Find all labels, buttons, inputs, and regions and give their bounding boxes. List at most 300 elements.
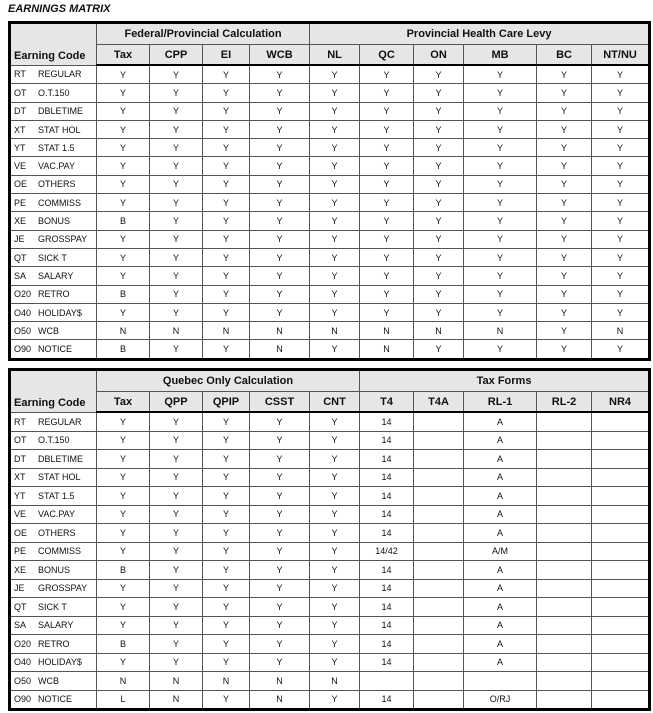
value-cell: Y (592, 230, 650, 248)
value-cell: Y (97, 230, 150, 248)
value-cell: N (203, 322, 250, 340)
value-cell: Y (360, 230, 414, 248)
earning-code: OE (14, 527, 28, 538)
earning-code-cell (10, 468, 97, 487)
value-cell: Y (360, 285, 414, 303)
value-cell: Y (150, 412, 203, 431)
earning-code-cell (10, 579, 97, 598)
value-cell: Y (360, 102, 414, 120)
value-cell (592, 653, 650, 672)
value-cell (537, 542, 592, 561)
value-cell: Y (360, 84, 414, 102)
earning-code-cell (10, 248, 97, 266)
value-cell: A (464, 431, 537, 450)
value-cell: Y (203, 468, 250, 487)
table-row (10, 322, 650, 340)
value-cell: Y (97, 65, 150, 84)
value-cell: Y (250, 139, 310, 157)
federal-provincial-table (8, 21, 651, 361)
value-cell: Y (414, 230, 464, 248)
value-cell (414, 579, 464, 598)
earning-code: XT (14, 472, 26, 483)
value-cell: Y (360, 248, 414, 266)
earning-name: WCB (38, 325, 59, 336)
table-row (10, 450, 650, 469)
table-row (10, 468, 650, 487)
earning-name: HOLIDAY$ (38, 307, 82, 318)
value-cell: Y (310, 340, 360, 359)
value-cell: Y (203, 212, 250, 230)
value-cell: Y (203, 65, 250, 84)
value-cell (592, 431, 650, 450)
earning-code-cell (10, 65, 97, 84)
value-cell: Y (464, 285, 537, 303)
value-cell: B (97, 340, 150, 359)
earning-code-header: Earning Code (10, 370, 97, 413)
earning-code: O40 (14, 657, 32, 668)
column-header: RL-1 (464, 392, 537, 413)
value-cell: Y (414, 212, 464, 230)
value-cell: Y (97, 248, 150, 266)
value-cell: Y (203, 635, 250, 654)
value-cell (360, 672, 414, 691)
value-cell: Y (592, 212, 650, 230)
value-cell: Y (310, 653, 360, 672)
earning-code: O90 (14, 694, 32, 705)
value-cell: Y (414, 194, 464, 212)
value-cell: Y (310, 102, 360, 120)
column-header: NR4 (592, 392, 650, 413)
value-cell (414, 598, 464, 617)
value-cell: Y (203, 230, 250, 248)
value-cell: Y (414, 65, 464, 84)
earning-code: RT (14, 416, 26, 427)
column-header: QC (360, 45, 414, 66)
earning-name: SALARY (38, 620, 74, 631)
value-cell: Y (414, 248, 464, 266)
value-cell: Y (592, 285, 650, 303)
value-cell: Y (97, 175, 150, 193)
column-header: QPP (150, 392, 203, 413)
value-cell: Y (203, 340, 250, 359)
earning-name: BONUS (38, 216, 71, 227)
value-cell (592, 598, 650, 617)
earning-code-cell (10, 303, 97, 321)
value-cell: Y (414, 102, 464, 120)
value-cell: Y (360, 139, 414, 157)
value-cell: Y (464, 175, 537, 193)
value-cell: Y (150, 65, 203, 84)
value-cell: Y (250, 579, 310, 598)
value-cell: Y (250, 542, 310, 561)
value-cell: Y (592, 102, 650, 120)
value-cell: Y (150, 450, 203, 469)
value-cell: Y (203, 431, 250, 450)
value-cell: A (464, 635, 537, 654)
value-cell: Y (203, 120, 250, 138)
value-cell: Y (150, 285, 203, 303)
value-cell: Y (310, 212, 360, 230)
table-row (10, 431, 650, 450)
value-cell: Y (592, 157, 650, 175)
value-cell: 14 (360, 524, 414, 543)
value-cell: Y (250, 412, 310, 431)
table-row (10, 139, 650, 157)
value-cell (414, 635, 464, 654)
value-cell: Y (310, 175, 360, 193)
earning-name: NOTICE (38, 344, 73, 355)
value-cell: Y (310, 690, 360, 710)
value-cell: Y (537, 102, 592, 120)
value-cell: Y (203, 487, 250, 506)
value-cell (537, 690, 592, 710)
value-cell: Y (464, 194, 537, 212)
value-cell: Y (203, 175, 250, 193)
table-row (10, 285, 650, 303)
value-cell: N (360, 340, 414, 359)
value-cell: Y (592, 340, 650, 359)
value-cell: Y (97, 267, 150, 285)
value-cell: Y (250, 84, 310, 102)
value-cell: Y (414, 157, 464, 175)
value-cell: Y (414, 340, 464, 359)
value-cell (592, 635, 650, 654)
value-cell: Y (250, 468, 310, 487)
value-cell: Y (97, 431, 150, 450)
value-cell: 14 (360, 450, 414, 469)
value-cell (537, 431, 592, 450)
value-cell: Y (310, 267, 360, 285)
value-cell: Y (150, 598, 203, 617)
value-cell: 14 (360, 579, 414, 598)
earning-code-cell (10, 542, 97, 561)
value-cell: Y (414, 84, 464, 102)
value-cell: Y (250, 194, 310, 212)
value-cell (414, 561, 464, 580)
value-cell: Y (360, 157, 414, 175)
value-cell: Y (310, 487, 360, 506)
value-cell: Y (150, 120, 203, 138)
earning-code-cell (10, 505, 97, 524)
value-cell: N (360, 322, 414, 340)
earning-name: SICK T (38, 252, 67, 263)
column-header: Tax (97, 45, 150, 66)
earning-code: YT (14, 142, 26, 153)
value-cell: Y (414, 285, 464, 303)
value-cell: Y (97, 505, 150, 524)
value-cell: Y (464, 157, 537, 175)
value-cell (537, 450, 592, 469)
value-cell: Y (310, 230, 360, 248)
value-cell: Y (150, 84, 203, 102)
value-cell: Y (250, 230, 310, 248)
earning-code: O40 (14, 307, 32, 318)
earning-name: DBLETIME (38, 453, 84, 464)
value-cell: Y (464, 139, 537, 157)
earning-code: XE (14, 216, 27, 227)
value-cell: Y (250, 285, 310, 303)
value-cell: N (97, 672, 150, 691)
value-cell: 14 (360, 487, 414, 506)
value-cell (414, 487, 464, 506)
earning-code-header: Earning Code (10, 23, 97, 66)
value-cell (537, 598, 592, 617)
earning-code: O50 (14, 675, 32, 686)
value-cell: Y (592, 120, 650, 138)
earning-code-cell (10, 84, 97, 102)
value-cell: N (150, 690, 203, 710)
value-cell (414, 505, 464, 524)
earning-code: OT (14, 87, 27, 98)
earning-code: QT (14, 252, 27, 263)
value-cell: Y (310, 139, 360, 157)
value-cell: A (464, 561, 537, 580)
value-cell: Y (310, 561, 360, 580)
value-cell: Y (97, 579, 150, 598)
table-row (10, 487, 650, 506)
value-cell (537, 561, 592, 580)
earning-name: BONUS (38, 564, 71, 575)
value-cell (537, 524, 592, 543)
value-cell: N (250, 322, 310, 340)
table-row (10, 248, 650, 266)
value-cell: Y (310, 248, 360, 266)
value-cell (592, 412, 650, 431)
value-cell: A (464, 579, 537, 598)
value-cell: Y (537, 139, 592, 157)
value-cell: Y (250, 635, 310, 654)
value-cell: Y (250, 212, 310, 230)
value-cell: Y (203, 598, 250, 617)
value-cell: Y (310, 450, 360, 469)
value-cell: 14 (360, 598, 414, 617)
value-cell: Y (310, 285, 360, 303)
earning-code-cell (10, 157, 97, 175)
earning-name: GROSSPAY (38, 234, 88, 245)
table-row (10, 561, 650, 580)
value-cell (592, 450, 650, 469)
earning-code: VE (14, 509, 27, 520)
table-row (10, 598, 650, 617)
value-cell: Y (360, 212, 414, 230)
value-cell: Y (250, 431, 310, 450)
table-row (10, 157, 650, 175)
value-cell: N (203, 672, 250, 691)
value-cell: 14 (360, 635, 414, 654)
value-cell: Y (310, 635, 360, 654)
earning-name: O.T.150 (38, 435, 70, 446)
earning-name: VAC.PAY (38, 161, 76, 172)
value-cell (414, 450, 464, 469)
value-cell: A (464, 524, 537, 543)
value-cell: Y (310, 194, 360, 212)
value-cell: Y (414, 175, 464, 193)
group-header-quebec: Quebec Only Calculation (97, 370, 360, 392)
earning-code-cell (10, 340, 97, 359)
earning-code: O90 (14, 344, 32, 355)
earning-name: REGULAR (38, 69, 82, 80)
earning-name: SICK T (38, 601, 67, 612)
table-row (10, 175, 650, 193)
value-cell: Y (592, 248, 650, 266)
value-cell: 14 (360, 412, 414, 431)
value-cell (592, 505, 650, 524)
value-cell: Y (414, 303, 464, 321)
value-cell: Y (537, 248, 592, 266)
value-cell: Y (310, 84, 360, 102)
value-cell: Y (150, 468, 203, 487)
value-cell: Y (150, 248, 203, 266)
value-cell (592, 487, 650, 506)
value-cell: N (250, 690, 310, 710)
earning-code: PE (14, 546, 27, 557)
earning-name: O.T.150 (38, 87, 70, 98)
value-cell: Y (592, 65, 650, 84)
table-row (10, 524, 650, 543)
table-row (10, 690, 650, 710)
value-cell: Y (150, 194, 203, 212)
value-cell: Y (203, 194, 250, 212)
earning-name: WCB (38, 675, 59, 686)
value-cell (592, 468, 650, 487)
earning-name: OTHERS (38, 179, 76, 190)
value-cell: Y (97, 84, 150, 102)
value-cell (537, 412, 592, 431)
group-header-tax-forms: Tax Forms (360, 370, 650, 392)
value-cell (592, 542, 650, 561)
value-cell: Y (250, 175, 310, 193)
column-header: Tax (97, 392, 150, 413)
earning-code-cell (10, 487, 97, 506)
table-row (10, 212, 650, 230)
earning-code-cell (10, 322, 97, 340)
page-title: EARNINGS MATRIX (8, 3, 111, 15)
earning-code: JE (14, 234, 25, 245)
value-cell: Y (203, 561, 250, 580)
value-cell: Y (97, 102, 150, 120)
earning-code: XE (14, 564, 27, 575)
value-cell: Y (537, 322, 592, 340)
value-cell: Y (203, 285, 250, 303)
value-cell: Y (592, 194, 650, 212)
value-cell: A (464, 412, 537, 431)
value-cell: Y (203, 412, 250, 431)
value-cell: Y (150, 505, 203, 524)
column-header: NL (310, 45, 360, 66)
value-cell (414, 672, 464, 691)
table-row (10, 616, 650, 635)
value-cell: Y (537, 65, 592, 84)
table-row (10, 84, 650, 102)
value-cell: 14 (360, 653, 414, 672)
value-cell: Y (310, 157, 360, 175)
earning-code: O20 (14, 289, 32, 300)
value-cell: Y (250, 120, 310, 138)
earning-code-cell (10, 524, 97, 543)
value-cell: Y (203, 248, 250, 266)
value-cell: Y (97, 194, 150, 212)
value-cell: Y (592, 139, 650, 157)
value-cell: N (310, 672, 360, 691)
value-cell: N (250, 340, 310, 359)
value-cell: Y (310, 616, 360, 635)
value-cell: B (97, 212, 150, 230)
column-header: BC (537, 45, 592, 66)
value-cell: 14 (360, 468, 414, 487)
earning-code: PE (14, 197, 27, 208)
value-cell: Y (464, 267, 537, 285)
value-cell (592, 524, 650, 543)
table-row (10, 230, 650, 248)
earning-name: VAC.PAY (38, 509, 76, 520)
column-header: WCB (250, 45, 310, 66)
value-cell: Y (150, 139, 203, 157)
value-cell: Y (592, 267, 650, 285)
value-cell: Y (464, 340, 537, 359)
value-cell: Y (537, 212, 592, 230)
value-cell: Y (537, 175, 592, 193)
value-cell: Y (150, 102, 203, 120)
earning-name: RETRO (38, 289, 70, 300)
value-cell (414, 690, 464, 710)
earning-code-cell (10, 653, 97, 672)
earning-code-cell (10, 598, 97, 617)
value-cell: Y (360, 120, 414, 138)
value-cell (414, 412, 464, 431)
earning-code: OE (14, 179, 28, 190)
value-cell: Y (592, 84, 650, 102)
value-cell: Y (203, 524, 250, 543)
earning-code-cell (10, 285, 97, 303)
table-row (10, 579, 650, 598)
value-cell (592, 616, 650, 635)
value-cell: Y (250, 616, 310, 635)
value-cell: Y (150, 303, 203, 321)
value-cell: Y (310, 431, 360, 450)
value-cell: Y (464, 303, 537, 321)
value-cell: Y (537, 120, 592, 138)
value-cell: Y (203, 157, 250, 175)
earning-code: SA (14, 620, 27, 631)
earning-name: SALARY (38, 270, 74, 281)
group-header-federal: Federal/Provincial Calculation (97, 23, 310, 45)
value-cell: Y (360, 303, 414, 321)
value-cell (592, 561, 650, 580)
value-cell: Y (310, 505, 360, 524)
value-cell (592, 690, 650, 710)
value-cell (414, 468, 464, 487)
value-cell: Y (203, 653, 250, 672)
value-cell: Y (97, 487, 150, 506)
value-cell: N (310, 322, 360, 340)
value-cell: Y (464, 248, 537, 266)
value-cell: Y (360, 194, 414, 212)
value-cell: 14 (360, 616, 414, 635)
value-cell: Y (310, 120, 360, 138)
quebec-taxforms-table (8, 368, 651, 711)
earning-code-cell (10, 139, 97, 157)
earning-code: VE (14, 161, 27, 172)
value-cell: N (464, 322, 537, 340)
value-cell: Y (537, 84, 592, 102)
earning-name: OTHERS (38, 527, 76, 538)
earning-name: COMMISS (38, 197, 82, 208)
earning-name: REGULAR (38, 416, 82, 427)
earning-name: GROSSPAY (38, 583, 88, 594)
value-cell: Y (250, 267, 310, 285)
earning-code-cell (10, 635, 97, 654)
earning-code-cell (10, 120, 97, 138)
